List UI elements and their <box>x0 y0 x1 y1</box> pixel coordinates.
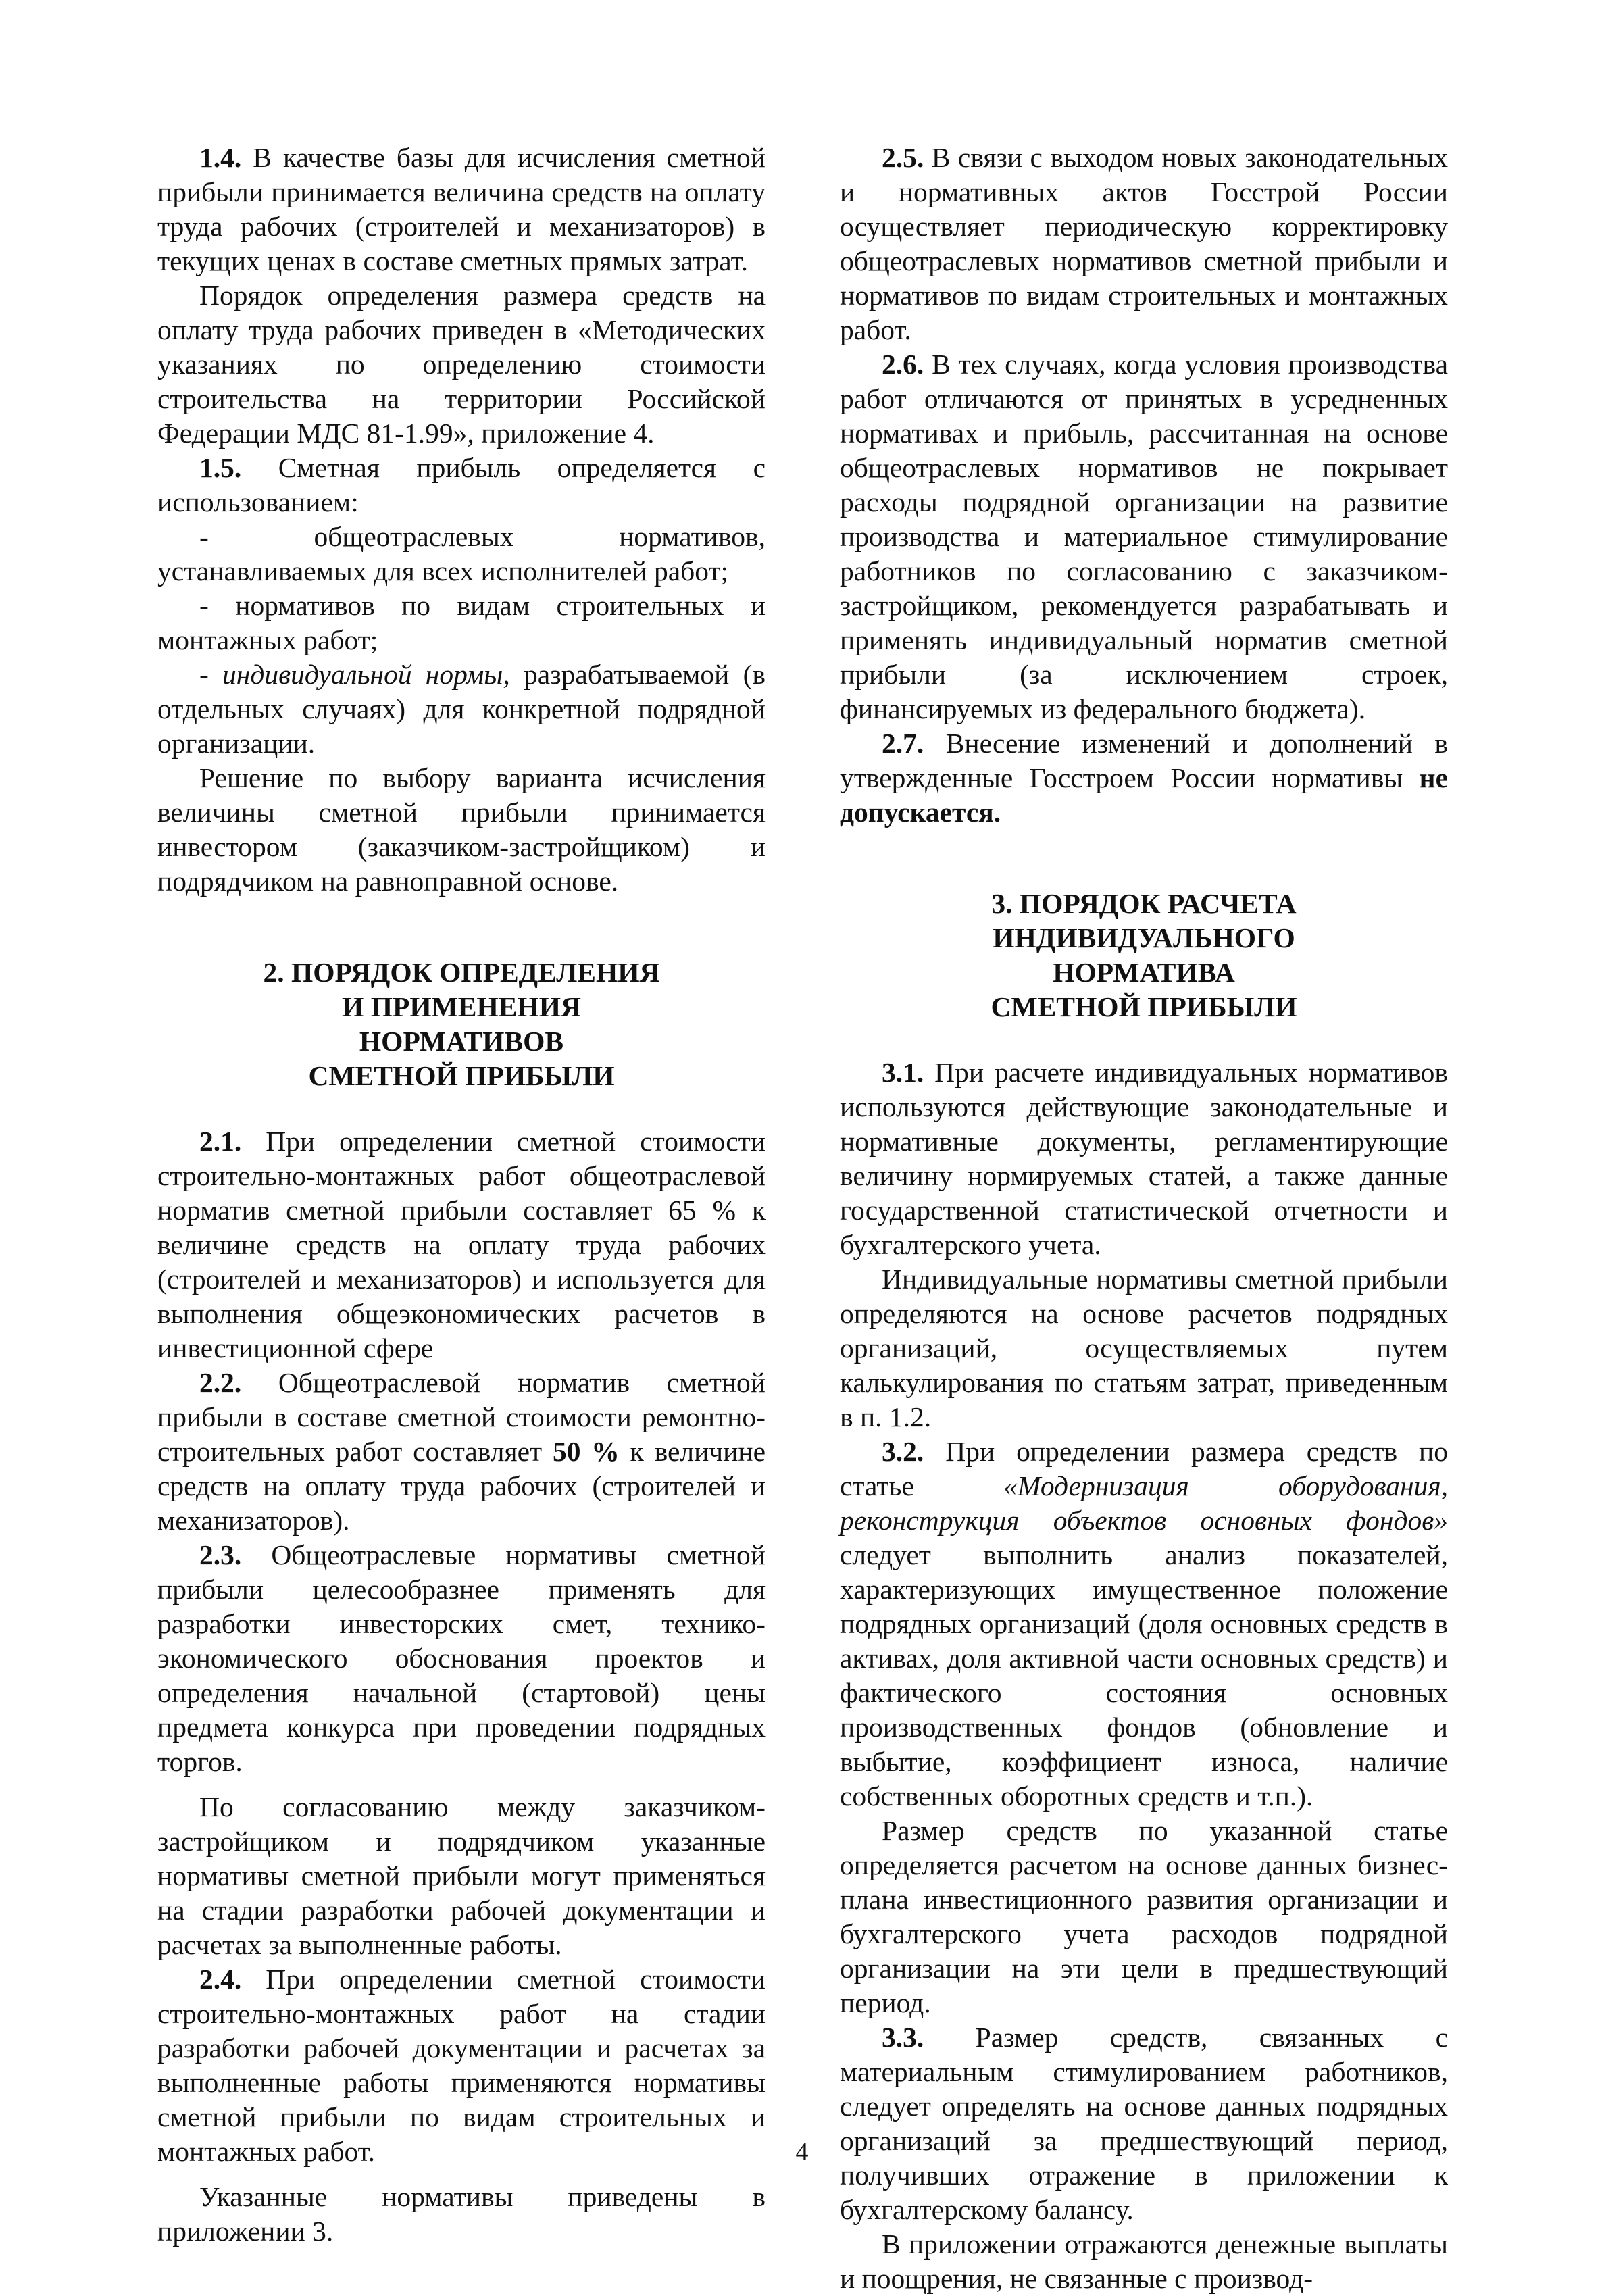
section-3-heading <box>840 887 1448 1024</box>
list-item <box>157 657 766 761</box>
paragraph-3-1 <box>840 1055 1448 1262</box>
paragraph-text: В качестве базы для исчисления сметной прибыли принимается величина средств на оплату труда рабочих (строителей и механизаторов) в текущих ценах в составе сметных прямых затрат. <box>157 142 766 276</box>
italic-phrase: «Модернизация оборудования, реконструкция объектов основных фондов» <box>840 1470 1449 1536</box>
clause-number: 2.2. <box>199 1367 242 1398</box>
paragraph-text: Размер средств по указанной статье определяется расчетом на основе данных бизнес-плана инвестиционного развития организации и бухгалтерского учета расходов подрядной организации на эти цели в предшествующий период. <box>840 1815 1448 2018</box>
paragraph-text: Индивидуальные нормативы сметной прибыли определяются на основе расчетов подрядных организаций, осуществляемых путем калькулирования по статьям затрат, приведенным в п. 1.2. <box>840 1264 1448 1432</box>
paragraph-text: В приложении отражаются денежные выплаты и поощрения, не связанные с производ- <box>840 2228 1448 2294</box>
list-item <box>157 589 766 657</box>
clause-number: 2.4. <box>199 1964 242 1995</box>
paragraph-appendix-ref <box>157 2180 766 2249</box>
list-item-text: разрабатываемой (в отдельных случаях) для конкретной подрядной организации. <box>157 659 766 759</box>
paragraph-2-6 <box>840 347 1448 726</box>
clause-number: 2.6. <box>882 349 924 380</box>
heading-line: ИНДИВИДУАЛЬНОГО <box>993 922 1295 953</box>
paragraph-text: Общеотраслевой норматив сметной прибыли в составе сметной стоимости ремонтно-строительных работ составляет <box>157 1367 766 1467</box>
paragraph-text: В тех случаях, когда условия производства работ отличаются от принятых в усредненных нормативах и прибыль, рассчитанная на основе общеотраслевых нормативов не покрывает расходы подрядной организации на развитие производства и материальное стимулирование работников по согласованию с заказчиком-застройщиком, рекомендуется разрабатывать и применять индивидуальный норматив сметной прибыли (за исключением строек, финансируемых из федерального бюджета). <box>840 349 1449 724</box>
clause-number: 3.3. <box>882 2022 924 2053</box>
paragraph-2-2 <box>157 1366 766 1538</box>
heading-line: И ПРИМЕНЕНИЯ <box>342 991 581 1022</box>
clause-number: 2.3. <box>199 1539 242 1570</box>
paragraph-text: следует выполнить анализ показателей, характеризующих имущественное положение подрядных организаций (доля основных средств в активах, доля активной части основных средств) и фактического состояния основных производственных фондов (обновление и выбытие, коэффициент износа, наличие собственных оборотных средств и т.п.). <box>840 1539 1448 1812</box>
left-column <box>157 141 766 2249</box>
page-number: 4 <box>795 2138 809 2166</box>
paragraph-text: Внесение изменений и дополнений в утвержденные Госстроем России нормативы <box>840 728 1449 793</box>
paragraph-3-3 <box>840 2020 1448 2227</box>
paragraph-funds-size <box>840 1814 1448 2020</box>
bold-phrase: не допускается. <box>840 762 1448 828</box>
paragraph-text: При определении сметной стоимости строительно-монтажных работ общеотраслевой норматив сметной прибыли составляет 65 % к величине средств на оплату труда рабочих (строителей и механизаторов) и используется для выполнения общеэкономических расчетов в инвестиционной сфере <box>157 1126 766 1364</box>
paragraph-text: Решение по выбору варианта исчисления величины сметной прибыли принимается инвестором (заказчиком-застройщиком) и подрядчиком на равноправной основе. <box>157 762 766 897</box>
paragraph-text: к величине средств на оплату труда рабочих (строителей и механизаторов). <box>157 1436 766 1536</box>
clause-number: 1.4. <box>199 142 242 173</box>
heading-line: СМЕТНОЙ ПРИБЫЛИ <box>308 1060 615 1091</box>
paragraph-text: При определении сметной стоимости строительно-монтажных работ на стадии разработки рабочей документации и расчетах за выполненные работы применяются нормативы сметной прибыли по видам строительных и монтажных работ. <box>157 1964 766 2167</box>
right-column <box>840 141 1448 2296</box>
clause-number: 2.1. <box>199 1126 242 1157</box>
paragraph-text: При расчете индивидуальных нормативов используются действующие законодательные и нормативные документы, регламентирующие величину нормируемых статей, а также данные государственной статистической отчетности и бухгалтерского учета. <box>840 1057 1448 1260</box>
paragraph-text: Порядок определения размера средств на оплату труда рабочих приведен в «Методических указаниях по определению стоимости строительства на территории Российской Федерации МДС 81-1.99», приложение 4. <box>157 280 766 449</box>
paragraph-text: Сметная прибыль определяется с использованием: <box>157 452 766 518</box>
paragraph-2-5 <box>840 141 1448 347</box>
paragraph-text: По согласованию между заказчиком-застройщиком и подрядчиком указанные нормативы сметной прибыли могут применяться на стадии разработки рабочей документации и расчетах за выполненные работы. <box>157 1791 766 1960</box>
paragraph-text: При определении размера средств по статье <box>840 1436 1448 1501</box>
paragraph-appendix-payments <box>840 2227 1448 2296</box>
paragraph-text: Общеотраслевые нормативы сметной прибыли целесообразнее применять для разработки инвесторских смет, технико-экономического обоснования проектов и определения начальной (стартовой) цены предмета конкурса при проведении подрядных торгов. <box>157 1539 766 1777</box>
paragraph-wage-order <box>157 278 766 451</box>
list-item-text: - нормативов по видам строительных и монтажных работ; <box>157 590 766 655</box>
paragraph-3-2 <box>840 1434 1448 1814</box>
list-item-text: - общеотраслевых нормативов, устанавливаемых для всех исполнителей работ; <box>157 521 766 587</box>
paragraph-decision <box>157 761 766 899</box>
heading-line: НОРМАТИВА <box>1053 957 1235 988</box>
heading-line: СМЕТНОЙ ПРИБЫЛИ <box>991 991 1297 1022</box>
paragraph-1-5 <box>157 451 766 520</box>
clause-number: 1.5. <box>199 452 242 483</box>
paragraph-individual-norms <box>840 1262 1448 1434</box>
paragraph-text: Указанные нормативы приведены в приложении 3. <box>157 2181 766 2247</box>
paragraph-agreement <box>157 1790 766 1962</box>
bold-value: 50 % <box>552 1436 620 1467</box>
paragraph-2-3 <box>157 1538 766 1779</box>
paragraph-2-7 <box>840 726 1448 830</box>
clause-number: 2.5. <box>882 142 924 173</box>
paragraph-text: В связи с выходом новых законодательных и нормативных актов Госстрой России осуществляет периодическую корректировку общеотраслевых нормативов сметной прибыли и нормативов по видам строительных и монтажных работ. <box>840 142 1449 345</box>
list-item <box>157 520 766 589</box>
paragraph-1-4 <box>157 141 766 278</box>
clause-number: 3.2. <box>882 1436 924 1467</box>
section-2-heading <box>157 955 766 1093</box>
heading-line: НОРМАТИВОВ <box>359 1026 564 1057</box>
heading-line: 3. ПОРЯДОК РАСЧЕТА <box>991 888 1297 919</box>
heading-line: 2. ПОРЯДОК ОПРЕДЕЛЕНИЯ <box>263 957 660 988</box>
clause-number: 3.1. <box>882 1057 924 1088</box>
list-item-italic: - индивидуальной нормы, <box>199 659 510 690</box>
paragraph-2-1 <box>157 1124 766 1366</box>
clause-number: 2.7. <box>882 728 924 759</box>
paragraph-text: Размер средств, связанных с материальным стимулированием работников, следует определять на основе данных подрядных организаций за предшествующий период, получивших отражение в приложении к бухгалтерскому балансу. <box>840 2022 1448 2225</box>
